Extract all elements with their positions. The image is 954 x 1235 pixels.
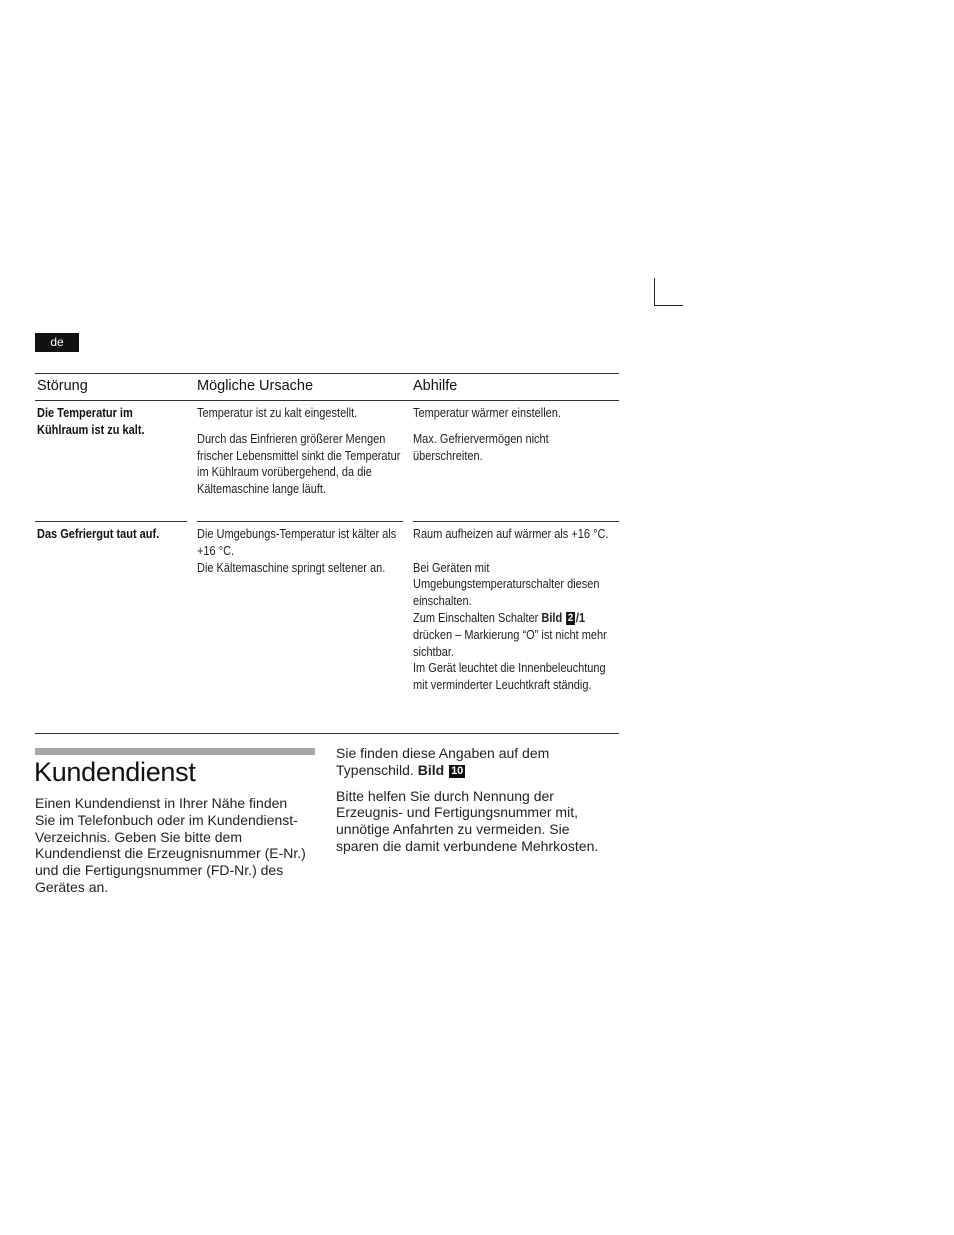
table-row-causes	[197, 405, 401, 498]
remedy-text: Raum aufheizen auf wärmer als +16 °C.	[413, 527, 609, 541]
figure-ref-label: Bild	[541, 610, 563, 625]
cause-text: Die Kältemaschine springt seltener an.	[197, 560, 386, 575]
cause-text: Temperatur ist zu kalt eingestellt.	[197, 406, 358, 420]
customer-service-text-right	[336, 745, 611, 855]
header-cause: Mögliche Ursache	[197, 378, 314, 394]
table-row-problem: Das Gefriergut taut auf.	[37, 527, 160, 541]
remedy-text: Max. Gefriervermögen nicht überschreiten.	[413, 431, 549, 463]
header-remedy: Abhilfe	[413, 378, 458, 394]
row-rule-problem	[35, 521, 187, 522]
header-bottom-rule	[35, 400, 619, 401]
light-note: Im Gerät leuchtet die Innenbeleuchtung mit verminderter Leuchtkraft ständig.	[413, 661, 606, 693]
table-row-causes	[197, 526, 401, 576]
help-paragraph: Bitte helfen Sie durch Nennung der Erzeugnis- und Fertigungsnummer mit, unnötige Anfahrten zu vermeiden. Sie sparen die damit verbundene Mehrkosten.	[336, 787, 599, 854]
figure-number-badge: 10	[451, 764, 464, 777]
table-row-problem: Die Temperatur im Kühlraum ist zu kalt.	[37, 406, 145, 437]
row-rule-cause	[197, 521, 403, 522]
customer-service-text-left	[35, 795, 310, 896]
switch-instruction-prefix: Zum Einschalten Schalter	[413, 610, 542, 625]
table-row-remedies	[413, 526, 619, 694]
figure-ref-label: Bild	[417, 761, 445, 778]
language-badge: de	[35, 333, 79, 352]
table-row-remedies	[413, 405, 617, 464]
figure-number-badge: 2	[567, 611, 574, 624]
crop-mark-horizontal	[654, 305, 683, 306]
cause-text: Durch das Einfrieren größerer Mengen frischer Lebensmittel sinkt die Temperatur im Kühlraum vorübergehend, da die Kältemaschine lange läuft.	[197, 431, 401, 497]
remedy-text: Bei Geräten mit Umgebungstemperaturschalter diesen einschalten.	[413, 560, 600, 609]
nameplate-text: Sie finden diese Angaben auf dem Typenschild.	[336, 745, 550, 778]
figure-ref-suffix: /1	[575, 610, 586, 625]
customer-service-paragraph: Einen Kundendienst in Ihrer Nähe finden Sie im Telefonbuch oder im Kundendienst-Verzeichnis. Geben Sie bitte dem Kundendienst die Erzeugnisnummer (E-Nr.) und die Fertigungsnummer (FD-Nr.) des Gerätes an.	[35, 795, 306, 895]
crop-mark-vertical	[654, 278, 655, 306]
section-rule	[35, 748, 315, 755]
section-title: Kundendienst	[34, 757, 196, 787]
remedy-text: Temperatur wärmer einstellen.	[413, 406, 561, 420]
nameplate-paragraph	[336, 745, 611, 779]
switch-instruction-suffix: drücken – Markierung “O” ist nicht mehr sichtbar.	[413, 627, 607, 659]
header-problem: Störung	[37, 378, 88, 394]
cause-text: Die Umgebungs-Temperatur ist kälter als +16 °C.	[197, 527, 397, 558]
table-bottom-rule	[35, 733, 619, 734]
row-rule-remedy	[413, 521, 619, 522]
switch-instruction	[413, 610, 619, 660]
table-top-rule	[35, 373, 619, 374]
